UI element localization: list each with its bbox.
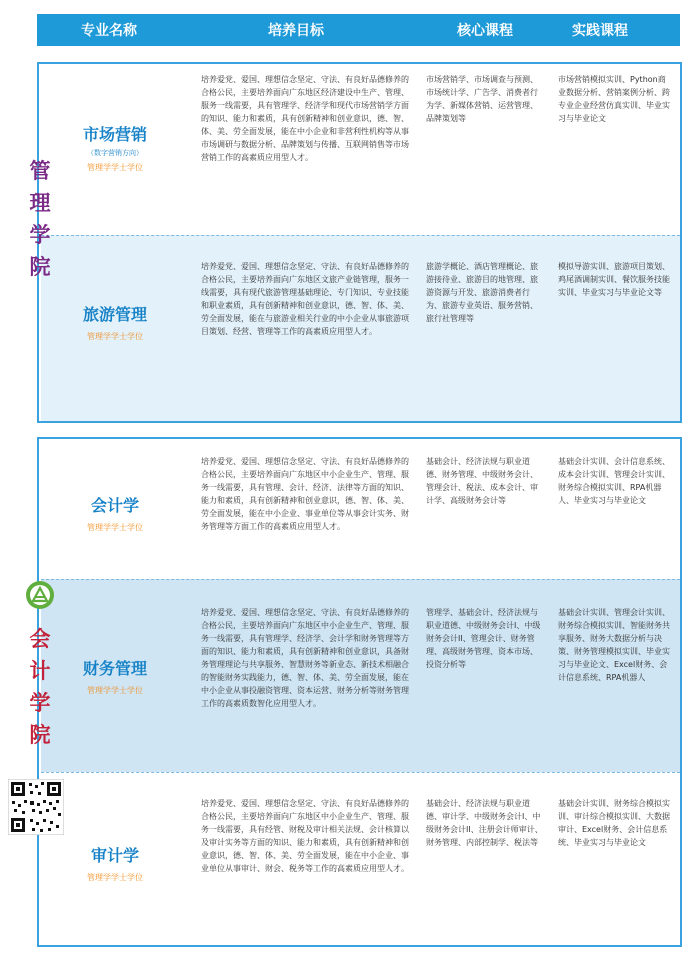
- major-row-marketing: [41, 64, 680, 235]
- major-degree: 管理学学士学位: [87, 163, 143, 172]
- major-direction: （数字营销方向）: [87, 149, 143, 157]
- major-cell: [41, 843, 189, 883]
- header-major: 专业名称: [81, 23, 137, 39]
- major-degree: 管理学学士学位: [87, 523, 143, 532]
- major-name: 审计学: [90, 846, 139, 865]
- goal-text: 培养爱党、爱国、理想信念坚定、守法、有良好品德修养的合格公民，主要培养面向广东地区中小企业生产、管理、服务一线需要，具有经管、财税及审计相关法规、会计核算以及审计实务等方面的知识、能力和素质，具有创新精神和创业意识，德、智、体、美、劳全面发展，能在中小企业、事业单位从事审计、财会、税务等工作的高素质应用型人才。: [201, 799, 409, 873]
- practice-courses: 模拟导游实训、旅游项目策划、鸡尾酒调制实训、餐饮服务技能实训、毕业实习与毕业论文等: [558, 262, 670, 297]
- major-row-tourism: [41, 235, 680, 421]
- school-logo-icon: [25, 580, 55, 610]
- core-courses: 基础会计、经济法规与职业道德、财务管理、中级财务会计、管理会计、税法、成本会计、审计学、高级财务会计等: [426, 457, 538, 505]
- core-courses: 基础会计、经济法规与职业道德、审计学、中级财务会计I、中级财务会计II、注册会计师审计、财务管理、内部控制学、税法等: [426, 799, 543, 847]
- major-name: 会计学: [90, 496, 139, 515]
- qr-code-icon: [8, 779, 64, 835]
- practice-courses: 基础会计实训、财务综合模拟实训、审计综合模拟实训、大数据审计、Excel财务、会计信息系统、毕业实习与毕业论文: [558, 799, 670, 847]
- major-degree: 管理学学士学位: [87, 686, 143, 695]
- side-char: 管: [29, 159, 51, 183]
- management-school-label: [24, 155, 56, 283]
- major-cell: [41, 122, 189, 173]
- major-cell: [41, 493, 189, 533]
- side-char: 理: [29, 191, 51, 215]
- major-name: 财务管理: [82, 659, 147, 678]
- core-courses: 旅游学概论、酒店管理概论、旅游接待业、旅游目的地管理、旅游资源与开发、旅游消费者行为、旅游专业英语、服务营销、旅行社管理等: [426, 262, 538, 323]
- header-goal: 培养目标: [268, 23, 324, 39]
- major-cell: [41, 656, 189, 696]
- goal-text: 培养爱党、爱国、理想信念坚定、守法、有良好品德修养的合格公民，主要培养面向广东地区中小企业生产、管理、服务一线需要，具有管理、会计、经济、法律等方面的知识、能力和素质，具有创新精神和创业意识，德、智、体、美、劳全面发展，能在中小企业、事业单位等从事会计实务、财务管理等方面工作的高素质应用型人才。: [201, 457, 409, 531]
- major-row-financial-management: [41, 579, 680, 772]
- major-row-accounting: [41, 439, 680, 579]
- major-degree: 管理学学士学位: [87, 873, 143, 882]
- accounting-school-section: [37, 437, 682, 947]
- side-char: 计: [29, 659, 51, 683]
- practice-courses: 基础会计实训、管理会计实训、财务综合模拟实训、智能财务共享服务、财务大数据分析与决策、财务管理模拟实训、毕业实习与毕业论文、Excel财务、会计信息系统、RPA机器人: [558, 608, 670, 682]
- management-school-section: [37, 62, 682, 423]
- major-name: 市场营销: [82, 125, 147, 144]
- side-char: 会: [29, 627, 51, 651]
- goal-text: 培养爱党、爱国、理想信念坚定、守法、有良好品德修养的合格公民，主要培养面向广东地区文旅产业链管理，服务一线需要，具有现代旅游管理基础理论、专门知识、专业技能和职业素质，具有创新精神和创业意识，德、智、体、美、劳全面发展，能在与旅游业相关行业的中小企业从事旅游项目策划、经营、管理等工作的高素质应用型人才。: [201, 262, 409, 336]
- goal-text: 培养爱党、爱国、理想信念坚定、守法、有良好品德修养的合格公民，主要培养面向广东地区经济建设中生产、管理、服务一线需要，具有管理学、经济学和现代市场营销学方面的知识、能力和素质，具有创新精神和创业意识，德、智、体、美、劳全面发展，能在中小企业和非营利性机构等从事市场调研与数据分析、品牌策划与传播、互联网销售等市场营销工作的高素质应用型人才。: [201, 75, 409, 162]
- header-practice: 实践课程: [572, 23, 628, 39]
- core-courses: 管理学、基础会计、经济法规与职业道德、中级财务会计I、中级财务会计II、管理会计、财务管理、高级财务管理、资本市场、投资分析等: [426, 608, 541, 669]
- practice-courses: 市场营销模拟实训、Python商业数据分析、营销案例分析、跨专业企业经营仿真实训、毕业实习与毕业论文: [558, 75, 670, 123]
- core-courses: 市场营销学、市场调查与预测、市场统计学、广告学、消费者行为学、新媒体营销、运营管理、品牌策划等: [426, 75, 538, 123]
- major-cell: [41, 302, 189, 342]
- major-row-auditing: [41, 772, 680, 945]
- side-char: 院: [29, 255, 51, 279]
- header-core: 核心课程: [457, 23, 513, 39]
- table-header: [37, 14, 680, 46]
- major-name: 旅游管理: [82, 305, 147, 324]
- side-char: 学: [29, 691, 51, 715]
- goal-text: 培养爱党、爱国、理想信念坚定、守法、有良好品德修养的合格公民，主要培养面向广东地区中小企业生产、管理、服务一线需要，具有管理学、经济学、会计学和财务管理等方面的知识、能力和素质，具有创新精神和创业意识，具备财务管理理论与共享服务、智慧财务等新业态、新技术相融合的智能财务实践能力，德、智、体、美、劳全面发展，能在中小企业从事投融资管理、资本运营、财务分析等财务管理工作的高素质数智化应用型人才。: [201, 608, 409, 708]
- major-degree: 管理学学士学位: [87, 332, 143, 341]
- practice-courses: 基础会计实训、会计信息系统、成本会计实训、管理会计实训、财务综合模拟实训、RPA机器人、毕业实习与毕业论文: [558, 457, 670, 505]
- accounting-school-label: [24, 623, 56, 751]
- side-char: 院: [29, 723, 51, 747]
- side-char: 学: [29, 223, 51, 247]
